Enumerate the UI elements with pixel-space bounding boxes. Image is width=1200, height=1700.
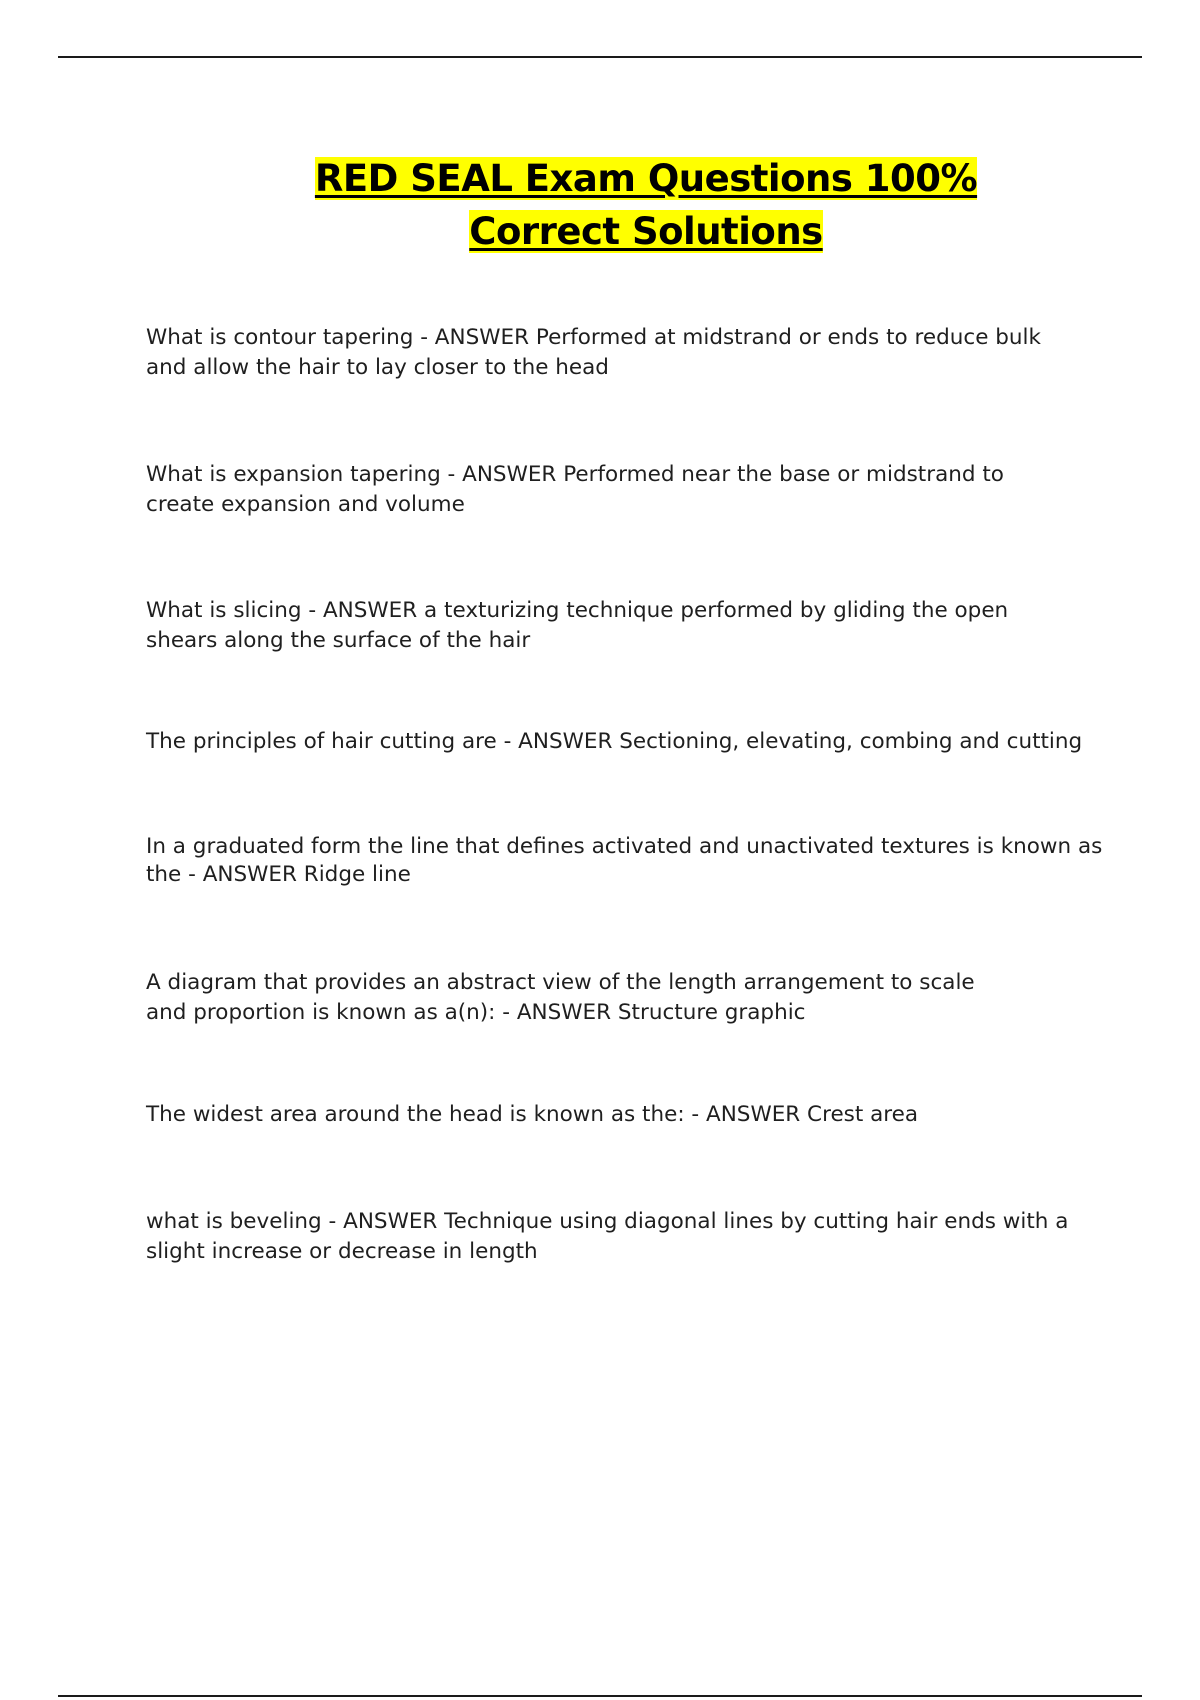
footer-rule — [58, 1695, 1142, 1697]
title-line-1: RED SEAL Exam Questions 100% — [314, 157, 978, 200]
qa-item: The widest area around the head is known as the: - ANSWER Crest area — [146, 1102, 919, 1127]
qa-item: In a graduated form the line that defines activated and unactivated textures is known as the - ANSWER Ridge line — [146, 834, 1103, 887]
qa-item: A diagram that provides an abstract view of the length arrangement to scale and proportion is known as a(n): - ANSWER Structure graphic — [146, 970, 975, 1025]
qa-item: The principles of hair cutting are - ANSWER Sectioning, elevating, combing and cutting — [146, 729, 1083, 754]
qa-item: What is contour tapering - ANSWER Performed at midstrand or ends to reduce bulk and allow the hair to lay closer to the head — [146, 325, 1041, 380]
title-line-2: Correct Solutions — [469, 210, 823, 253]
document-title — [0, 152, 1200, 258]
qa-item: What is slicing - ANSWER a texturizing technique performed by gliding the open shears along the surface of the hair — [146, 598, 1009, 653]
qa-item: what is beveling - ANSWER Technique using diagonal lines by cutting hair ends with a slight increase or decrease in length — [146, 1209, 1069, 1264]
qa-item: What is expansion tapering - ANSWER Performed near the base or midstrand to create expansion and volume — [146, 462, 1004, 517]
header-rule — [58, 56, 1142, 58]
